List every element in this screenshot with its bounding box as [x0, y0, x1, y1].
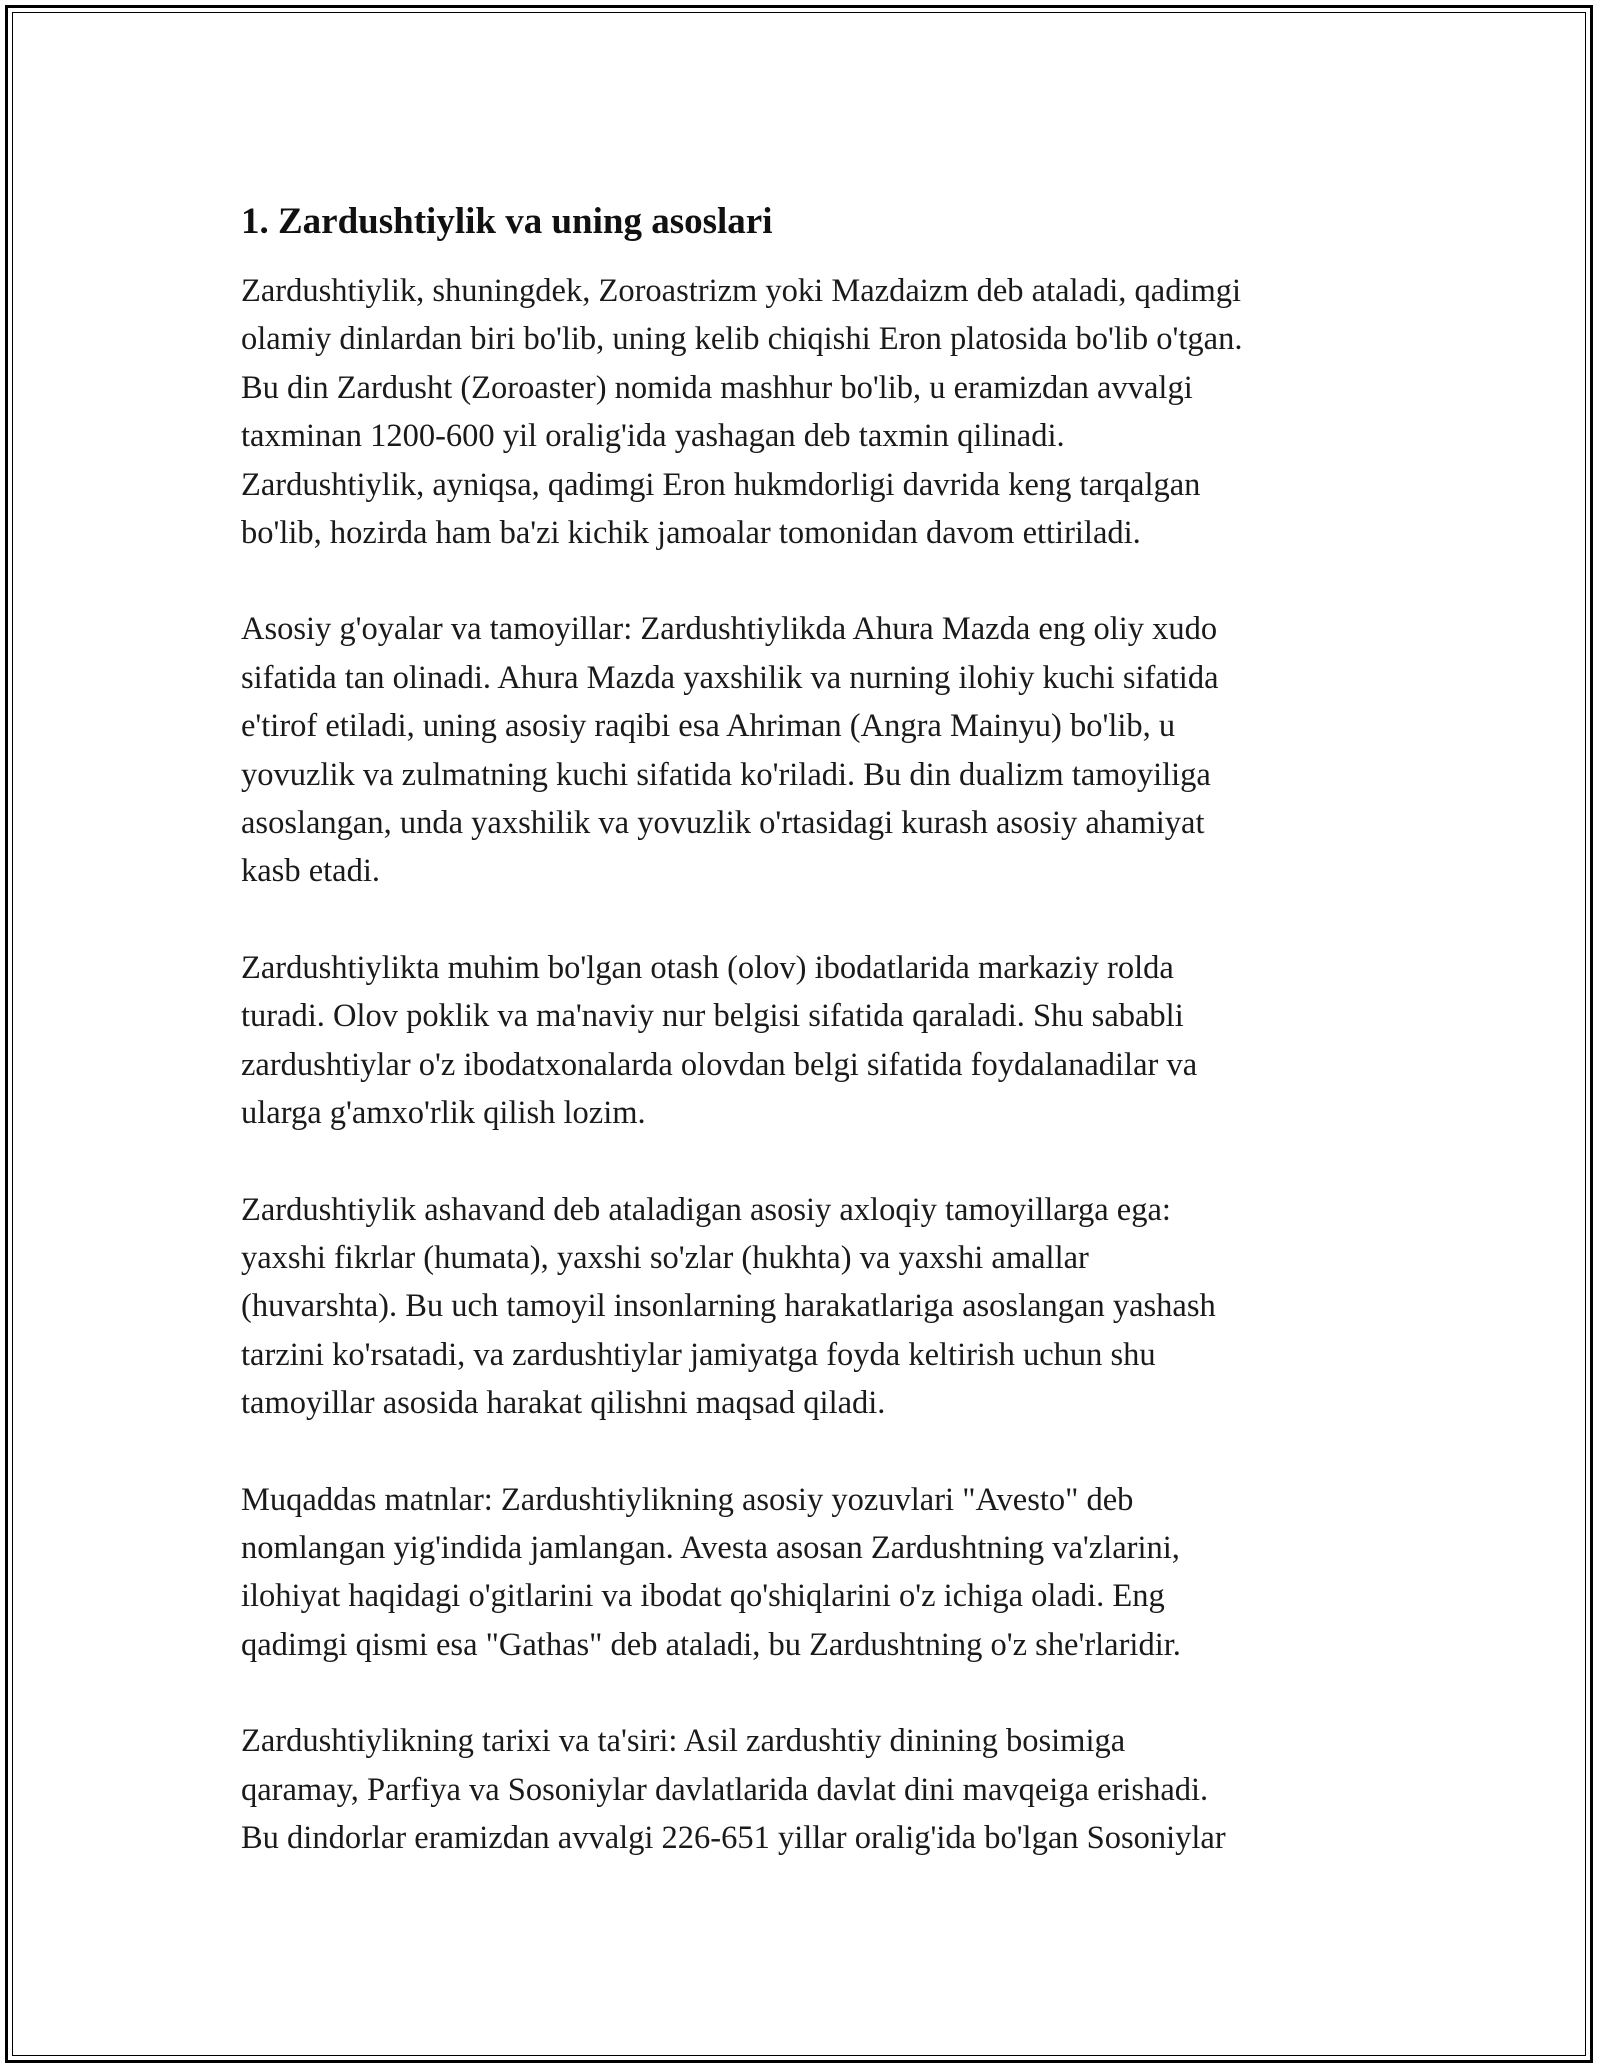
text-line: Zardushtiylik, shuningdek, Zoroastrizm yoki Mazdaizm deb ataladi, qadimgi: [241, 273, 1242, 309]
text-line: yaxshi fikrlar (humata), yaxshi so'zlar (hukhta) va yaxshi amallar: [241, 1239, 1089, 1276]
text-line: taxminan 1200-600 yil oralig'ida yashagan deb taxmin qilinadi.: [241, 418, 1065, 455]
text-line: qaramay, Parfiya va Sosoniylar davlatlarida davlat dini mavqeiga erishadi.: [241, 1771, 1209, 1808]
paragraph-fire-worship: [241, 944, 1401, 1138]
text-line: olamiy dinlardan biri bo'lib, uning kelib chiqishi Eron platosida bo'lib o'tgan.: [241, 321, 1243, 358]
text-line: bo'lib, hozirda ham ba'zi kichik jamoalar tomonidan davom ettiriladi.: [241, 515, 1141, 552]
paragraph-core-ideas: [241, 605, 1401, 895]
paragraph-introduction: [241, 267, 1401, 557]
paragraph-history: [241, 1717, 1401, 1862]
text-line: kasb etadi.: [241, 853, 380, 890]
text-line: qadimgi qismi esa "Gathas" deb ataladi, bu Zardushtning o'z she'rlaridir.: [241, 1626, 1181, 1663]
text-line: Bu dindorlar eramizdan avvalgi 226-651 yillar oralig'ida bo'lgan Sosoniylar: [241, 1819, 1226, 1856]
text-line: Zardushtiylikning tarixi va ta'siri: Asil zardushtiy dinining bosimiga: [241, 1723, 1126, 1760]
document-title: 1. Zardushtiylik va uning asoslari: [241, 201, 773, 242]
document-body: [241, 196, 1401, 1910]
text-line: Asosiy g'oyalar va tamoyillar: Zardushtiylikda Ahura Mazda eng oliy xudo: [241, 611, 1218, 648]
text-line: Zardushtiylik ashavand deb ataladigan asosiy axloqiy tamoyillarga ega:: [241, 1191, 1171, 1228]
text-line: nomlangan yig'indida jamlangan. Avesta asosan Zardushtning va'zlarini,: [241, 1529, 1180, 1566]
text-line: zardushtiylar o'z ibodatxonalarda olovdan belgi sifatida foydalanadilar va: [241, 1046, 1198, 1083]
paragraph-ethics: [241, 1186, 1401, 1428]
text-line: (huvarshta). Bu uch tamoyil insonlarning harakatlariga asoslangan yashash: [241, 1288, 1216, 1325]
text-line: ularga g'amxo'rlik qilish lozim.: [241, 1095, 646, 1132]
text-line: turadi. Olov poklik va ma'naviy nur belgisi sifatida qaraladi. Shu sababli: [241, 998, 1184, 1035]
text-line: asoslangan, unda yaxshilik va yovuzlik o'rtasidagi kurash asosiy ahamiyat: [241, 805, 1205, 842]
text-line: ilohiyat haqidagi o'gitlarini va ibodat qo'shiqlarini o'z ichiga oladi. Eng: [241, 1578, 1165, 1615]
text-line: sifatida tan olinadi. Ahura Mazda yaxshilik va nurning ilohiy kuchi sifatida: [241, 659, 1219, 696]
text-line: tarzini ko'rsatadi, va zardushtiylar jamiyatga foyda keltirish uchun shu: [241, 1336, 1156, 1373]
text-line: tamoyillar asosida harakat qilishni maqsad qiladi.: [241, 1385, 886, 1422]
text-line: Zardushtiylikta muhim bo'lgan otash (olov) ibodatlarida markaziy rolda: [241, 949, 1174, 986]
page-frame: [5, 5, 1593, 2063]
text-line: Bu din Zardusht (Zoroaster) nomida mashhur bo'lib, u eramizdan avvalgi: [241, 369, 1193, 406]
text-line: Zardushtiylik, ayniqsa, qadimgi Eron hukmdorligi davrida keng tarqalgan: [241, 466, 1201, 503]
text-line: e'tirof etiladi, uning asosiy raqibi esa Ahriman (Angra Mainyu) bo'lib, u: [241, 708, 1176, 745]
text-line: Muqaddas matnlar: Zardushtiylikning asosiy yozuvlari "Avesto" deb: [241, 1481, 1134, 1518]
paragraph-sacred-texts: [241, 1476, 1401, 1670]
text-line: yovuzlik va zulmatning kuchi sifatida ko'riladi. Bu din dualizm tamoyiliga: [241, 756, 1211, 793]
